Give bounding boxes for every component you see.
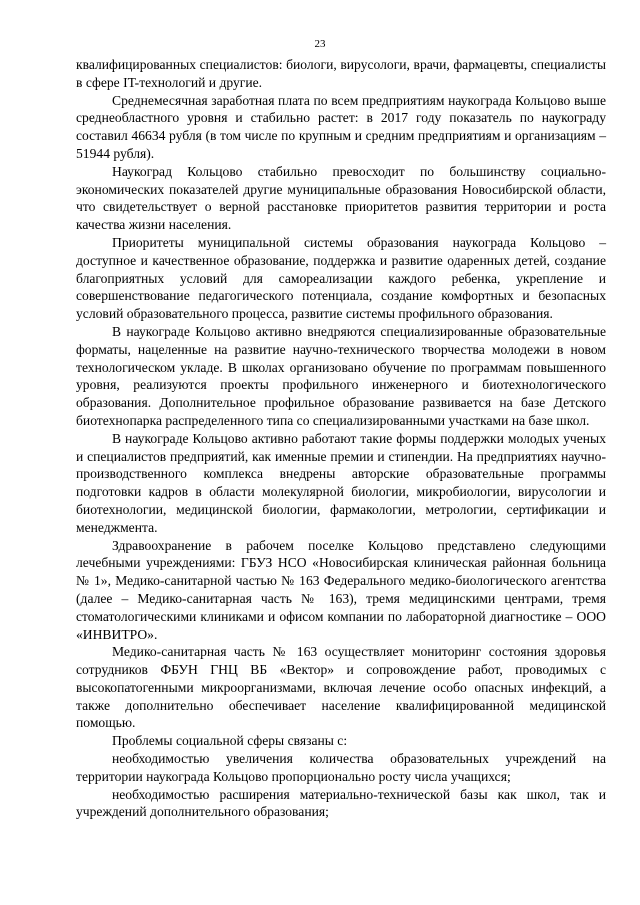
paragraph-youth-support: В наукограде Кольцово активно работают такие формы поддержки молодых ученых и специалистов предприятий, как именные премии и стипендии. На предприятиях научно-производственного комплекса внедрены авторские образовательные программы подготовки кадров в области молекулярной биологии, микробиологии, вирусологии и биотехнологии, медицинской биологии, фармакологии, метрологии, сертификации и менеджмента.: [76, 430, 606, 535]
paragraph-continuation: квалифицированных специалистов: биологи, вирусологи, врачи, фармацевты, специалисты в сфере IT-технологий и другие.: [76, 57, 606, 90]
paragraph-educational-formats: В наукограде Кольцово активно внедряются специализированные образовательные форматы, нацеленные на развитие научно-технического творчества молодежи в новом технологическом укладе. В школах организовано обучение по программам повышенного уровня, реализуются проекты профильного инженерного и биотехнологического образования. Дополнительное профильное образование развивается на базе Детского биотехнопарка распределенного типа со специализированными участками на базе школ.: [76, 323, 606, 428]
paragraph-socioeconomic: Наукоград Кольцово стабильно превосходит по большинству социально-экономических показателей другие муниципальные образования Новосибирской области, что свидетельствует о верной расстановке приоритетов развития территории и роста качества жизни населения.: [76, 163, 606, 233]
paragraph-healthcare: Здравоохранение в рабочем поселке Кольцово представлено следующими лечебными учреждениями: ГБУЗ НСО «Новосибирская клиническая районная больница № 1», Медико-санитарной частью № 163 Федерального медико-биологического агентства (далее – Медико-санитарная часть № 163), тремя медицинскими центрами, тремя стоматологическими клиниками и офисом компании по лабораторной диагностике – ООО «ИНВИТРО».: [76, 537, 606, 642]
paragraph-medical-unit: Медико-санитарная часть № 163 осуществляет мониторинг состояния здоровья сотрудников ФБУН ГНЦ ВБ «Вектор» и сопровождение работ, проводимых с высокопатогенными микроорганизмами, включая лечение особо опасных инфекций, а также дополнительно обеспечивает население квалифицированной медицинской помощью.: [76, 644, 606, 731]
page-number: 23: [314, 38, 326, 50]
paragraph-problems-intro: Проблемы социальной сферы связаны с:: [112, 733, 348, 749]
paragraph-problem-schools: необходимостью увеличения количества образовательных учреждений на территории наукограда Кольцово пропорционально росту числа учащихся;: [76, 751, 606, 784]
paragraph-education-priorities: Приоритеты муниципальной системы образования наукограда Кольцово – доступное и качественное образование, поддержка и развитие одаренных детей, создание благоприятных условий для самореализации каждого ребенка, укрепление и совершенствование педагогического потенциала, создание комфортных и безопасных условий образовательного процесса, развитие системы профильного образования.: [76, 234, 606, 322]
paragraph-salary: Среднемесячная заработная плата по всем предприятиям наукограда Кольцово выше среднеобластного уровня и стабильно растет: в 2017 году показатель по наукограду составил 46634 рубля (в том числе по крупным и средним предприятиям и организациям – 51944 рубля).: [76, 92, 606, 161]
document-body: [76, 56, 606, 821]
paragraph-problem-material-base: необходимостью расширения материально-технической базы как школ, так и учреждений дополнительного образования;: [76, 786, 606, 820]
